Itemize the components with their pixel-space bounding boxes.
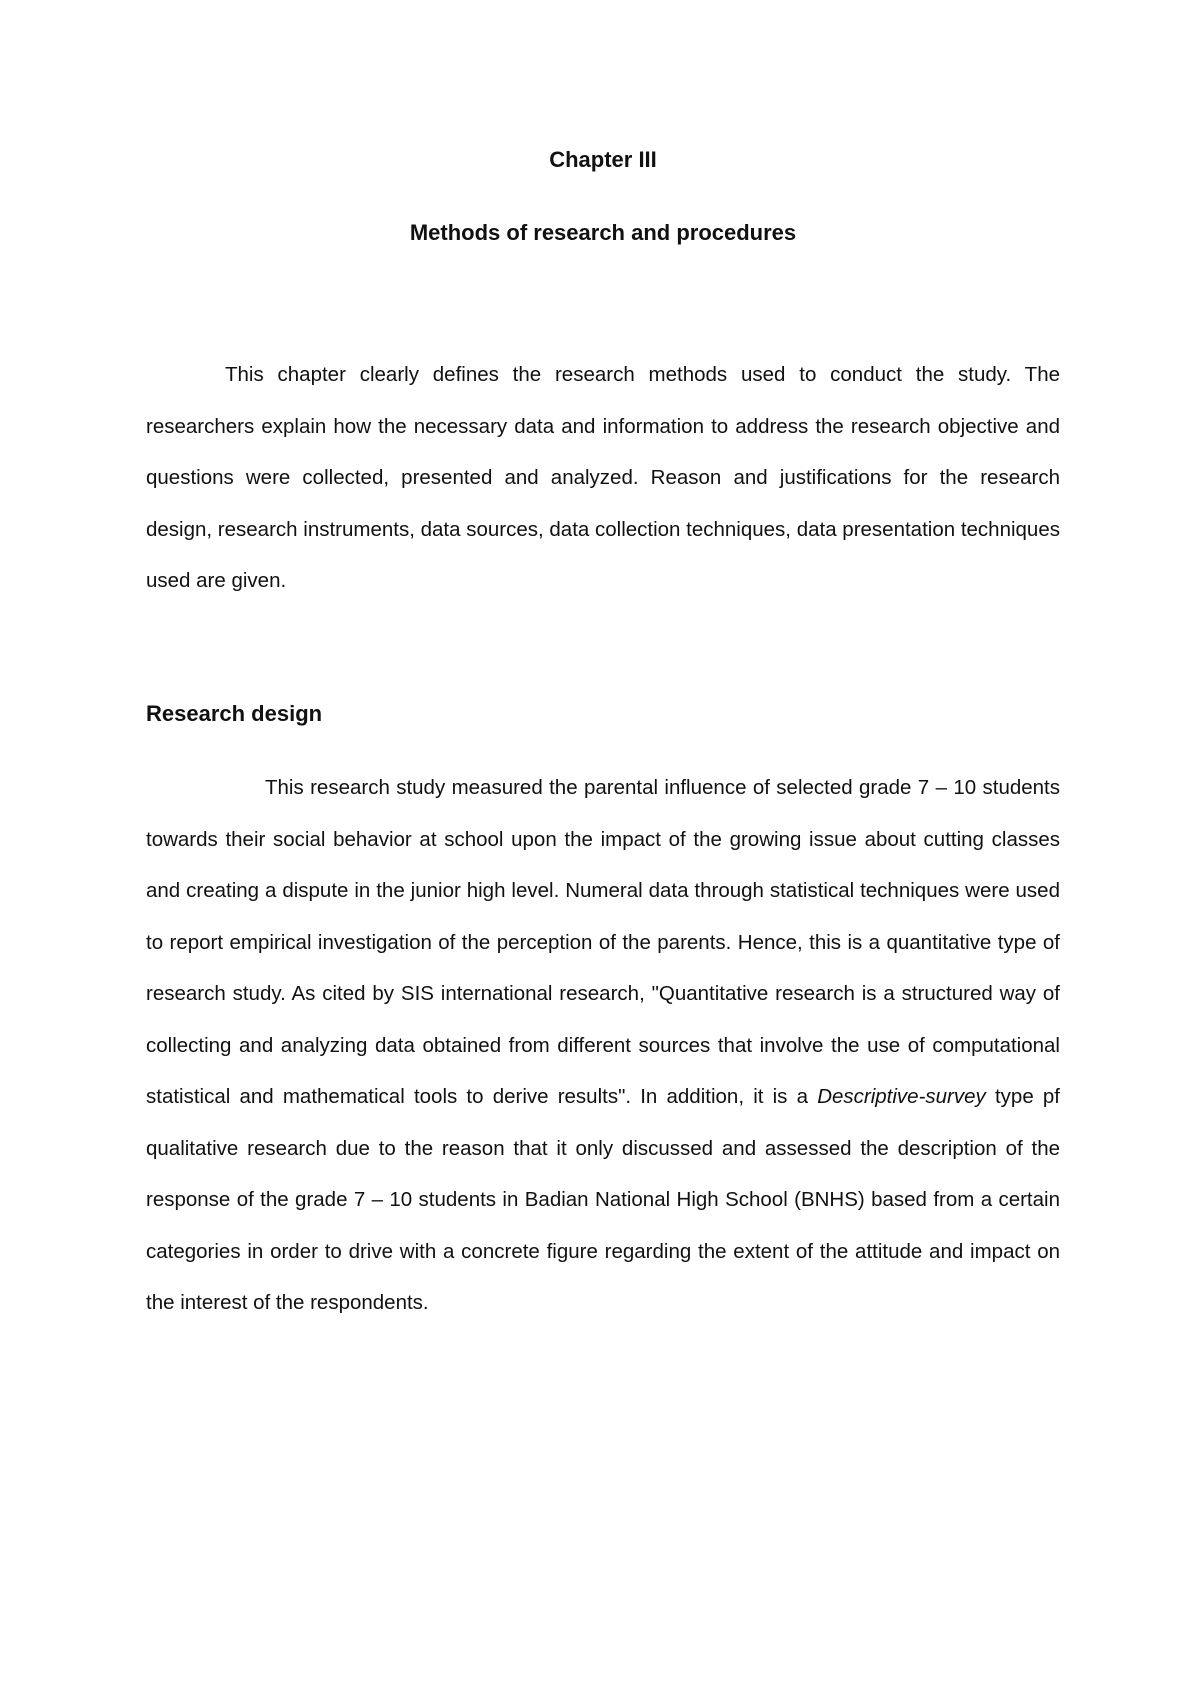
research-design-paragraph bbox=[146, 762, 1060, 1329]
chapter-title: Chapter III bbox=[549, 147, 657, 172]
design-paragraph-text-1: This research study measured the parental influence of selected grade 7 – 10 students towards their social behavior at school upon the impact of the growing issue about cutting classes and creating a dispute in the junior high level. Numeral data through statistical techniques were used to report empirical investigation of the perception of the parents. Hence, this is a quantitative type of research study. As cited by SIS international research, "Quantitative research is a structured way of collecting and analyzing data obtained from different sources that involve the use of computational statistical and mathematical tools to derive results". In addition, it is a bbox=[146, 776, 1060, 1108]
intro-paragraph: This chapter clearly defines the research methods used to conduct the study. The researchers explain how the necessary data and information to address the research objective and questions were collected, presented and analyzed. Reason and justifications for the research design, research instruments, data sources, data collection techniques, data presentation techniques used are given. bbox=[146, 363, 1060, 592]
design-paragraph-italic-term: Descriptive-survey bbox=[817, 1085, 986, 1108]
chapter-subtitle: Methods of research and procedures bbox=[409, 220, 797, 245]
section-heading-research-design: Research design bbox=[146, 701, 323, 726]
design-paragraph-text-2: type pf qualitative research due to the reason that it only discussed and assessed the description of the response of the grade 7 – 10 students in Badian National High School (BNHS) based from a certain categories in order to drive with a concrete figure regarding the extent of the attitude and impact on the interest of the respondents. bbox=[146, 1085, 1060, 1314]
